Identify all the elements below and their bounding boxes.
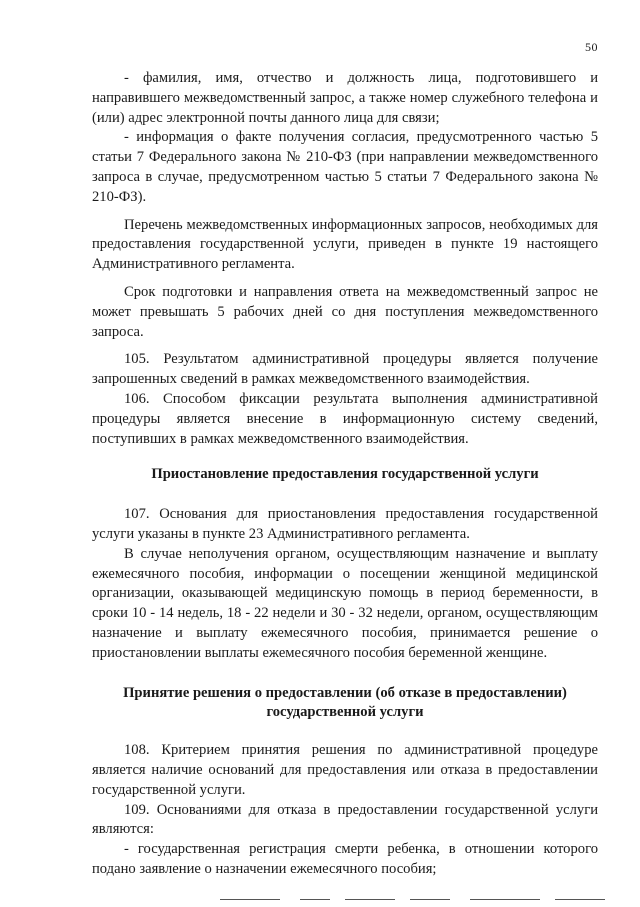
page-number: 50 [585, 40, 598, 54]
document-body [92, 69, 598, 880]
paragraph-105: 105. Результатом административной процедуры является получение запрошенных сведений в рамках межведомственного взаимодействия. [92, 351, 598, 388]
section-heading-suspension: Приостановление предоставления государственной услуги [151, 466, 539, 483]
paragraph-child-death: - государственная регистрация смерти ребенка, в отношении которого подано заявление о назначении ежемесячного пособия; [92, 841, 598, 877]
paragraph-109: 109. Основаниями для отказа в предоставлении государственной услуги являются: [92, 801, 598, 838]
paragraph-non-receipt: В случае неполучения органом, осуществляющим назначение и выплату ежемесячного пособия, информации о посещении женщиной медицинской организации, оказывающей медицинскую помощь в период беременности, в сроки 10 - 14 недель, 18 - 22 недели и 30 - 32 недели, органом, осуществляющим назначение и выплату ежемесячного пособия, принимается решение о приостановлении выплаты ежемесячного пособия беременной женщине. [92, 545, 598, 661]
scan-edge-marks [220, 899, 620, 901]
paragraph-request-list: Перечень межведомственных информационных запросов, необходимых для предоставления государственной услуги, приведен в пункте 19 настоящего Административного регламента. [92, 216, 598, 273]
paragraph-107: 107. Основания для приостановления предоставления государственной услуги указаны в пункте 23 Административного регламента. [92, 506, 598, 542]
paragraph-106: 106. Способом фиксации результата выполнения административной процедуры является внесение в информационную систему сведений, поступивших в рамках межведомственного взаимодействия. [92, 390, 598, 447]
section-heading-decision: Принятие решения о предоставлении (об отказе в предоставлении) государственной услуги [123, 684, 567, 721]
paragraph-108: 108. Критерием принятия решения по административной процедуре является наличие оснований для предоставления или отказа в предоставлении государственной услуги. [92, 742, 598, 798]
paragraph-response-term: Срок подготовки и направления ответа на межведомственный запрос не может превышать 5 рабочих дней со дня поступления межведомственного запроса. [92, 283, 598, 340]
paragraph-requester-info: - фамилия, имя, отчество и должность лица, подготовившего и направившего межведомственный запрос, а также номер служебного телефона и (или) адрес электронной почты данного лица для связи; [92, 70, 598, 126]
paragraph-consent-info: - информация о факте получения согласия, предусмотренного частью 5 статьи 7 Федерального закона № 210-ФЗ (при направлении межведомственного запроса в случае, предусмотренном частью 5 статьи 7 Федерального закона № 210-ФЗ). [92, 129, 598, 205]
